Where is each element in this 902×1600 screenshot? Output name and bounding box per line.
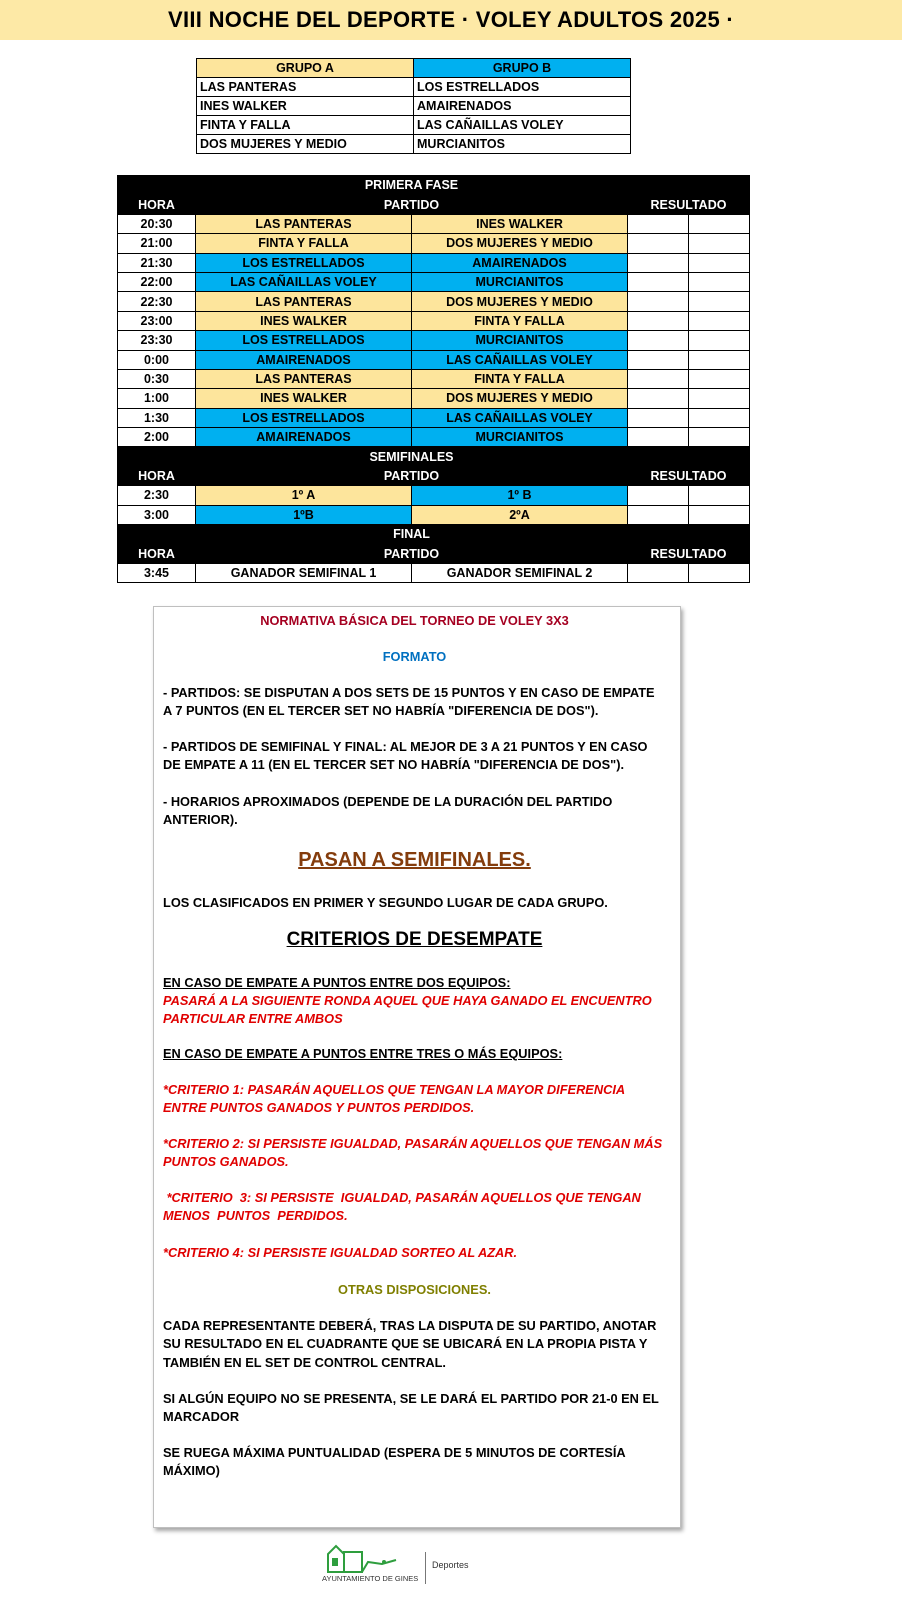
column-header-row — [118, 195, 750, 214]
phase-title: SEMIFINALES — [196, 447, 628, 466]
match-team-2: FINTA Y FALLA — [412, 311, 628, 330]
group-b-header: GRUPO B — [414, 59, 631, 78]
match-time: 3:00 — [118, 505, 196, 524]
rules-heading: NORMATIVA BÁSICA DEL TORNEO DE VOLEY 3X3 — [260, 613, 569, 628]
column-header-row — [118, 544, 750, 563]
col-hora: HORA — [118, 466, 196, 485]
schedule-table — [117, 175, 750, 583]
result-cell — [689, 311, 750, 330]
result-cell — [628, 563, 689, 582]
result-cell — [628, 389, 689, 408]
match-time: 3:45 — [118, 563, 196, 582]
col-resultado: RESULTADO — [628, 544, 750, 563]
result-cell — [689, 350, 750, 369]
result-cell — [628, 486, 689, 505]
result-cell — [628, 311, 689, 330]
semifinals-text: LOS CLASIFICADOS EN PRIMER Y SEGUNDO LUGAR DE CADA GRUPO. — [163, 895, 608, 910]
provision-text: SE RUEGA MÁXIMA PUNTUALIDAD (ESPERA DE 5 MINUTOS DE CORTESÍA MÁXIMO) — [163, 1445, 626, 1479]
match-time: 22:30 — [118, 292, 196, 311]
match-row — [118, 408, 750, 427]
match-team-1: AMAIRENADOS — [196, 350, 412, 369]
match-row — [118, 563, 750, 582]
match-team-1: LAS PANTERAS — [196, 369, 412, 388]
match-team-2: MURCIANITOS — [412, 428, 628, 447]
match-time: 23:30 — [118, 331, 196, 350]
result-cell — [689, 428, 750, 447]
formato-item: - HORARIOS APROXIMADOS (DEPENDE DE LA DURACIÓN DEL PARTIDO ANTERIOR). — [163, 794, 613, 828]
match-time: 0:00 — [118, 350, 196, 369]
match-team-2: DOS MUJERES Y MEDIO — [412, 234, 628, 253]
match-team-2: MURCIANITOS — [412, 331, 628, 350]
match-team-2: INES WALKER — [412, 214, 628, 233]
result-cell — [689, 389, 750, 408]
col-partido: PARTIDO — [196, 195, 628, 214]
col-partido: PARTIDO — [196, 466, 628, 485]
other-provisions-heading: OTRAS DISPOSICIONES. — [338, 1282, 491, 1297]
match-time: 21:30 — [118, 253, 196, 272]
tie-three-teams-title: EN CASO DE EMPATE A PUNTOS ENTRE TRES O MÁS EQUIPOS: — [163, 1046, 563, 1061]
match-row — [118, 428, 750, 447]
result-cell — [628, 234, 689, 253]
tie-two-teams-title: EN CASO DE EMPATE A PUNTOS ENTRE DOS EQUIPOS: — [163, 975, 511, 990]
result-cell — [628, 350, 689, 369]
col-resultado: RESULTADO — [628, 195, 750, 214]
match-team-1: LAS CAÑAILLAS VOLEY — [196, 272, 412, 291]
footer-org: AYUNTAMIENTO DE GINES — [322, 1574, 419, 1583]
rules-box — [153, 606, 681, 1528]
phase-header-row — [118, 525, 750, 544]
group-b-team: MURCIANITOS — [414, 135, 631, 154]
formato-item: - PARTIDOS DE SEMIFINAL Y FINAL: AL MEJOR DE 3 A 21 PUNTOS Y EN CASO DE EMPATE A 11 (EN EL TERCER SET NO HABRÍA "DIFERENCIA DE DOS"). — [163, 739, 648, 773]
criterion-2: *CRITERIO 2: SI PERSISTE IGUALDAD, PASARÁN AQUELLOS QUE TENGAN MÁS PUNTOS GANADOS. — [163, 1136, 663, 1170]
match-time: 1:30 — [118, 408, 196, 427]
group-b-team: AMAIRENADOS — [414, 97, 631, 116]
match-team-1: GANADOR SEMIFINAL 1 — [196, 563, 412, 582]
town-hall-icon — [322, 1540, 422, 1574]
match-team-2: LAS CAÑAILLAS VOLEY — [412, 350, 628, 369]
group-b-team: LAS CAÑAILLAS VOLEY — [414, 116, 631, 135]
result-cell — [689, 272, 750, 291]
result-cell — [689, 505, 750, 524]
result-cell — [628, 408, 689, 427]
match-team-2: AMAIRENADOS — [412, 253, 628, 272]
match-time: 2:30 — [118, 486, 196, 505]
match-time: 2:00 — [118, 428, 196, 447]
criterion-1: *CRITERIO 1: PASARÁN AQUELLOS QUE TENGAN LA MAYOR DIFERENCIA ENTRE PUNTOS GANADOS Y PUNTOS PERDIDOS. — [163, 1082, 625, 1116]
match-team-2: DOS MUJERES Y MEDIO — [412, 292, 628, 311]
match-row — [118, 253, 750, 272]
match-team-2: GANADOR SEMIFINAL 2 — [412, 563, 628, 582]
match-row — [118, 505, 750, 524]
criterion-3: *CRITERIO 3: SI PERSISTE IGUALDAD, PASARÁN AQUELLOS QUE TENGAN MENOS PUNTOS PERDIDOS. — [163, 1190, 645, 1224]
match-row — [118, 234, 750, 253]
provision-text: CADA REPRESENTANTE DEBERÁ, TRAS LA DISPUTA DE SU PARTIDO, ANOTAR SU RESULTADO EN EL CUADRANTE QUE SE UBICARÁ EN LA PROPIA PISTA Y TAMBIÉN EN EL SET DE CONTROL CENTRAL. — [163, 1318, 657, 1370]
col-hora: HORA — [118, 544, 196, 563]
phase-header-row — [118, 176, 750, 195]
formato-item: - PARTIDOS: SE DISPUTAN A DOS SETS DE 15 PUNTOS Y EN CASO DE EMPATE A 7 PUNTOS (EN EL TERCER SET NO HABRÍA "DIFERENCIA DE DOS"). — [163, 685, 655, 719]
match-team-1: FINTA Y FALLA — [196, 234, 412, 253]
match-team-2: FINTA Y FALLA — [412, 369, 628, 388]
phase-header-row — [118, 447, 750, 466]
footer-separator — [425, 1552, 426, 1584]
groups-table — [196, 58, 631, 154]
phase-title: PRIMERA FASE — [196, 176, 628, 195]
result-cell — [628, 505, 689, 524]
match-team-2: LAS CAÑAILLAS VOLEY — [412, 408, 628, 427]
match-team-2: 2ºA — [412, 505, 628, 524]
semifinals-heading: PASAN A SEMIFINALES. — [298, 849, 531, 871]
match-row — [118, 214, 750, 233]
col-resultado: RESULTADO — [628, 466, 750, 485]
result-cell — [689, 486, 750, 505]
result-cell — [628, 369, 689, 388]
formato-heading: FORMATO — [382, 649, 447, 664]
group-a-team: INES WALKER — [197, 97, 414, 116]
footer-dept: Deportes — [432, 1560, 469, 1570]
match-team-1: INES WALKER — [196, 311, 412, 330]
result-cell — [689, 234, 750, 253]
match-team-1: 1ºB — [196, 505, 412, 524]
match-row — [118, 350, 750, 369]
group-a-team: LAS PANTERAS — [197, 78, 414, 97]
match-team-2: MURCIANITOS — [412, 272, 628, 291]
match-time: 23:00 — [118, 311, 196, 330]
match-row — [118, 331, 750, 350]
match-time: 20:30 — [118, 214, 196, 233]
match-time: 22:00 — [118, 272, 196, 291]
match-team-1: LOS ESTRELLADOS — [196, 253, 412, 272]
result-cell — [628, 214, 689, 233]
provision-text: SI ALGÚN EQUIPO NO SE PRESENTA, SE LE DARÁ EL PARTIDO POR 21-0 EN EL MARCADOR — [163, 1391, 659, 1425]
phase-title: FINAL — [196, 525, 628, 544]
group-b-team: LOS ESTRELLADOS — [414, 78, 631, 97]
result-cell — [689, 331, 750, 350]
tie-two-teams-text: PASARÁ A LA SIGUIENTE RONDA AQUEL QUE HAYA GANADO EL ENCUENTRO PARTICULAR ENTRE AMBOS — [163, 993, 652, 1027]
criterion-4: *CRITERIO 4: SI PERSISTE IGUALDAD SORTEO AL AZAR. — [163, 1245, 518, 1260]
match-row — [118, 369, 750, 388]
group-a-team: FINTA Y FALLA — [197, 116, 414, 135]
match-row — [118, 389, 750, 408]
match-time: 1:00 — [118, 389, 196, 408]
match-team-1: LOS ESTRELLADOS — [196, 408, 412, 427]
match-team-1: LOS ESTRELLADOS — [196, 331, 412, 350]
result-cell — [689, 253, 750, 272]
match-team-1: LAS PANTERAS — [196, 292, 412, 311]
footer-logo — [322, 1540, 482, 1590]
col-hora: HORA — [118, 195, 196, 214]
match-time: 21:00 — [118, 234, 196, 253]
tiebreak-heading: CRITERIOS DE DESEMPATE — [286, 929, 543, 950]
match-team-1: INES WALKER — [196, 389, 412, 408]
match-team-1: AMAIRENADOS — [196, 428, 412, 447]
result-cell — [689, 214, 750, 233]
result-cell — [628, 253, 689, 272]
match-row — [118, 311, 750, 330]
match-team-2: DOS MUJERES Y MEDIO — [412, 389, 628, 408]
match-time: 0:30 — [118, 369, 196, 388]
col-partido: PARTIDO — [196, 544, 628, 563]
column-header-row — [118, 466, 750, 485]
result-cell — [689, 408, 750, 427]
group-a-team: DOS MUJERES Y MEDIO — [197, 135, 414, 154]
match-team-1: 1º A — [196, 486, 412, 505]
result-cell — [628, 272, 689, 291]
match-row — [118, 486, 750, 505]
result-cell — [628, 292, 689, 311]
match-row — [118, 292, 750, 311]
result-cell — [628, 331, 689, 350]
match-team-1: LAS PANTERAS — [196, 214, 412, 233]
result-cell — [628, 428, 689, 447]
match-team-2: 1º B — [412, 486, 628, 505]
group-a-header: GRUPO A — [197, 59, 414, 78]
page-title: VIII NOCHE DEL DEPORTE · VOLEY ADULTOS 2025 · — [0, 0, 902, 40]
match-row — [118, 272, 750, 291]
result-cell — [689, 292, 750, 311]
result-cell — [689, 369, 750, 388]
result-cell — [689, 563, 750, 582]
